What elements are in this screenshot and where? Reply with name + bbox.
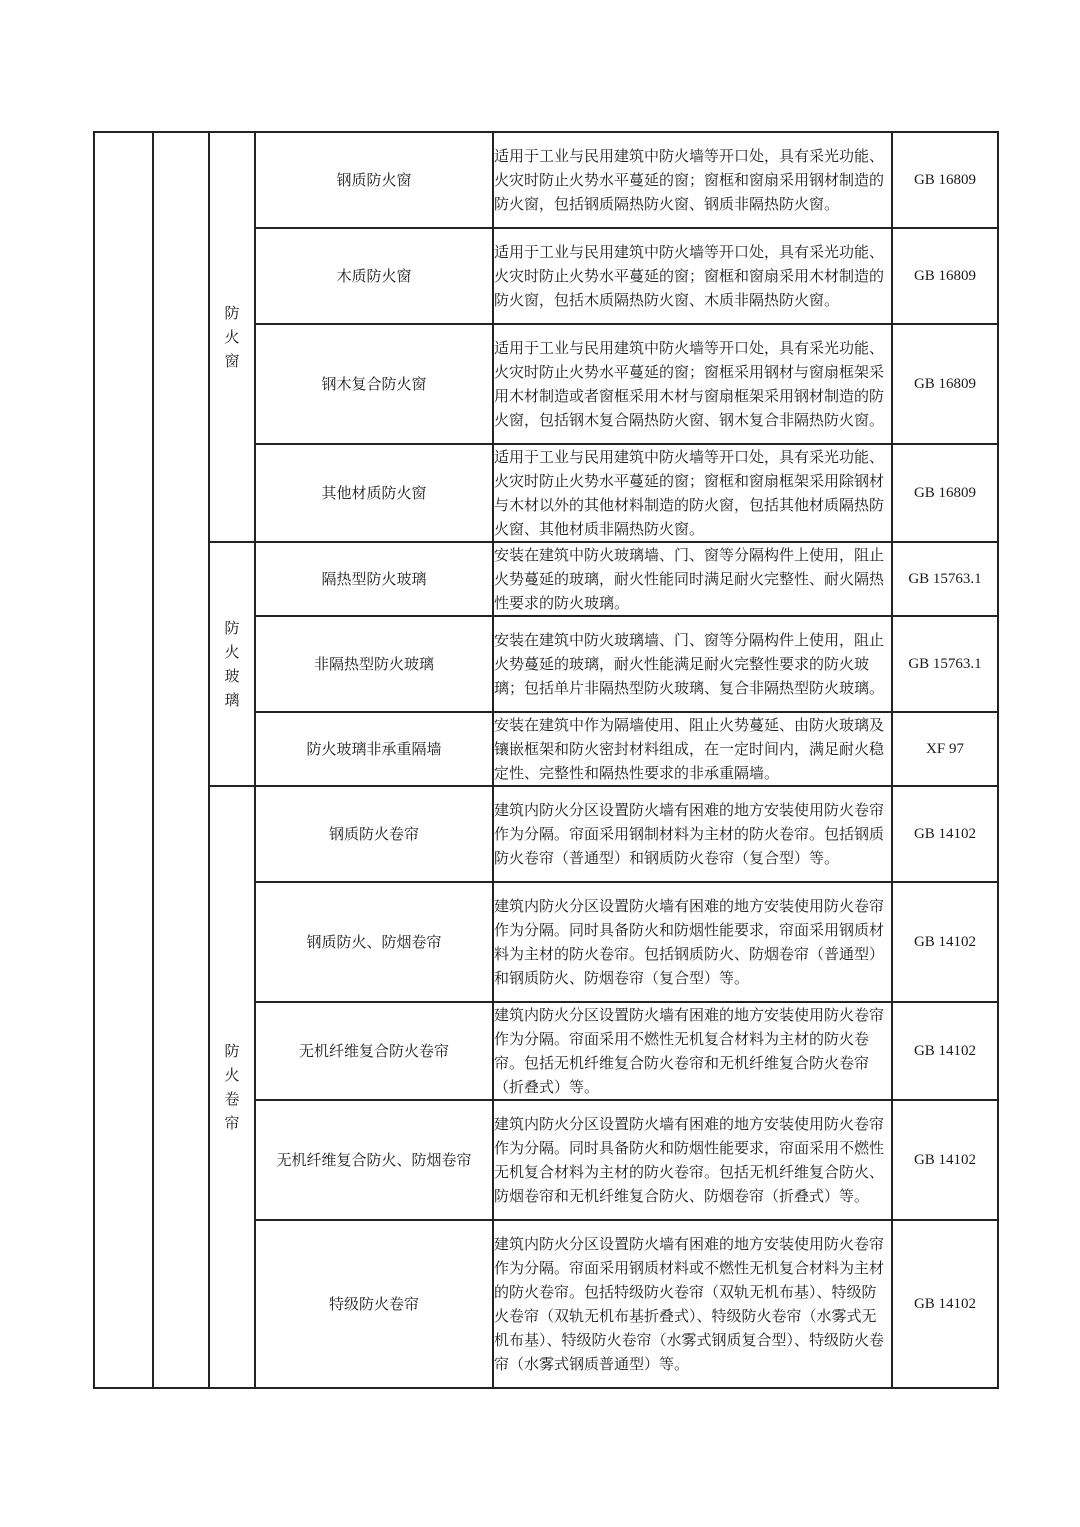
product-name: 钢质防火卷帘 [255, 786, 493, 882]
product-name: 非隔热型防火玻璃 [255, 616, 493, 712]
standard-code: GB 15763.1 [892, 542, 998, 616]
product-catalog-table [93, 131, 999, 1389]
product-description: 适用于工业与民用建筑中防火墙等开口处，具有采光功能、火灾时防止火势水平蔓延的窗；窗框和窗扇采用钢材制造的防火窗，包括钢质隔热防火窗、钢质非隔热防火窗。 [493, 132, 892, 228]
group-cell-window [209, 132, 255, 542]
standard-code: GB 16809 [892, 324, 998, 444]
standard-code: GB 15763.1 [892, 616, 998, 712]
product-name: 钢质防火窗 [255, 132, 493, 228]
standard-code: GB 14102 [892, 882, 998, 1002]
product-name: 特级防火卷帘 [255, 1220, 493, 1388]
product-description: 安装在建筑中作为隔墙使用、阻止火势蔓延、由防火玻璃及镶嵌框架和防火密封材料组成，在一定时间内，满足耐火稳定性、完整性和隔热性要求的非承重隔墙。 [493, 712, 892, 786]
product-description: 建筑内防火分区设置防火墙有困难的地方安装使用防火卷帘作为分隔。同时具备防火和防烟性能要求，帘面采用不燃性无机复合材料为主材的防火卷帘。包括无机纤维复合防火、防烟卷帘和无机纤维复合防火、防烟卷帘（折叠式）等。 [493, 1100, 892, 1220]
table-row [94, 542, 998, 616]
group-label: 防火玻璃 [224, 619, 240, 709]
product-description: 建筑内防火分区设置防火墙有困难的地方安装使用防火卷帘作为分隔。帘面采用不燃性无机复合材料为主材的防火卷帘。包括无机纤维复合防火卷帘和无机纤维复合防火卷帘（折叠式）等。 [493, 1002, 892, 1100]
blank-column-1 [94, 132, 153, 1388]
product-description: 适用于工业与民用建筑中防火墙等开口处，具有采光功能、火灾时防止火势水平蔓延的窗；窗框采用钢材与窗扇框架采用木材制造或者窗框采用木材与窗扇框架采用钢材制造的防火窗，包括钢木复合隔热防火窗、钢木复合非隔热防火窗。 [493, 324, 892, 444]
standard-code: GB 16809 [892, 444, 998, 542]
product-name: 钢木复合防火窗 [255, 324, 493, 444]
standard-code: GB 14102 [892, 1002, 998, 1100]
product-name: 木质防火窗 [255, 228, 493, 324]
table-row [94, 786, 998, 882]
product-name: 防火玻璃非承重隔墙 [255, 712, 493, 786]
standard-code: GB 14102 [892, 1220, 998, 1388]
group-label: 防火卷帘 [224, 1042, 240, 1132]
standard-code: XF 97 [892, 712, 998, 786]
product-description: 安装在建筑中防火玻璃墙、门、窗等分隔构件上使用，阻止火势蔓延的玻璃，耐火性能满足耐火完整性要求的防火玻璃；包括单片非隔热型防火玻璃、复合非隔热型防火玻璃。 [493, 616, 892, 712]
group-cell-glass [209, 542, 255, 786]
standard-code: GB 14102 [892, 1100, 998, 1220]
group-cell-shutter [209, 786, 255, 1388]
blank-column-2 [153, 132, 209, 1388]
product-description: 建筑内防火分区设置防火墙有困难的地方安装使用防火卷帘作为分隔。帘面采用钢质材料或不燃性无机复合材料为主材的防火卷帘。包括特级防火卷帘（双轨无机布基）、特级防火卷帘（双轨无机布基折叠式）、特级防火卷帘（水雾式无机布基）、特级防火卷帘（水雾式钢质复合型）、特级防火卷帘（水雾式钢质普通型）等。 [493, 1220, 892, 1388]
standard-code: GB 14102 [892, 786, 998, 882]
product-name: 钢质防火、防烟卷帘 [255, 882, 493, 1002]
table-row [94, 132, 998, 228]
product-name: 无机纤维复合防火、防烟卷帘 [255, 1100, 493, 1220]
group-label: 防火窗 [224, 304, 240, 370]
product-description: 适用于工业与民用建筑中防火墙等开口处，具有采光功能、火灾时防止火势水平蔓延的窗；窗框和窗扇采用木材制造的防火窗，包括木质隔热防火窗、木质非隔热防火窗。 [493, 228, 892, 324]
product-name: 无机纤维复合防火卷帘 [255, 1002, 493, 1100]
product-name: 其他材质防火窗 [255, 444, 493, 542]
product-description: 安装在建筑中防火玻璃墙、门、窗等分隔构件上使用，阻止火势蔓延的玻璃，耐火性能同时满足耐火完整性、耐火隔热性要求的防火玻璃。 [493, 542, 892, 616]
standard-code: GB 16809 [892, 228, 998, 324]
product-description: 适用于工业与民用建筑中防火墙等开口处，具有采光功能、火灾时防止火势水平蔓延的窗；窗框和窗扇框架采用除钢材与木材以外的其他材料制造的防火窗，包括其他材质隔热防火窗、其他材质非隔热防火窗。 [493, 444, 892, 542]
product-description: 建筑内防火分区设置防火墙有困难的地方安装使用防火卷帘作为分隔。同时具备防火和防烟性能要求，帘面采用钢质材料为主材的防火卷帘。包括钢质防火、防烟卷帘（普通型）和钢质防火、防烟卷帘（复合型）等。 [493, 882, 892, 1002]
product-name: 隔热型防火玻璃 [255, 542, 493, 616]
product-description: 建筑内防火分区设置防火墙有困难的地方安装使用防火卷帘作为分隔。帘面采用钢制材料为主材的防火卷帘。包括钢质防火卷帘（普通型）和钢质防火卷帘（复合型）等。 [493, 786, 892, 882]
standard-code: GB 16809 [892, 132, 998, 228]
